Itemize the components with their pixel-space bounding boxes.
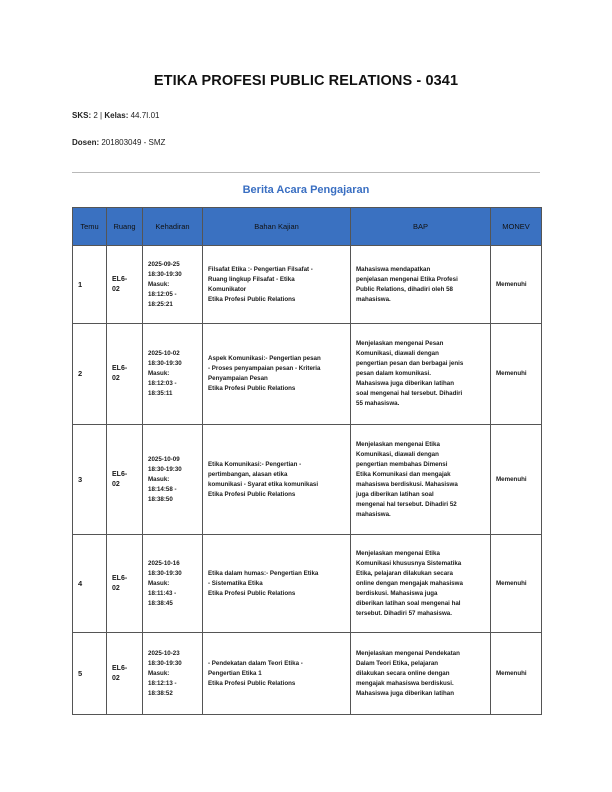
- cell-bahan-kajian: Etika Komunikasi:- Pengertian - pertimbangan, alasan etika komunikasi - Syarat etika komunikasi Etika Profesi Public Relations: [203, 425, 351, 535]
- cell-ruang: EL6- 02: [107, 633, 143, 715]
- kelas-value: 44.7I.01: [130, 111, 160, 120]
- table-row: [73, 246, 542, 324]
- divider: [72, 172, 540, 173]
- cell-kehadiran: 2025-09-25 18:30-19:30 Masuk: 18:12:05 - 18:25:21: [143, 246, 203, 324]
- cell-temu: 5: [73, 633, 107, 715]
- cell-monev: Memenuhi: [491, 425, 542, 535]
- cell-bap: Menjelaskan mengenai Etika Komunikasi khususnya Sistematika Etika, pelajaran dilakukan secara online dengan mengajak mahasiswa berdiskusi. Mahasiswa juga diberikan latihan soal mengenai hal tersebut. Dihadiri 57 mahasiswa.: [351, 535, 491, 633]
- cell-kehadiran: 2025-10-09 18:30-19:30 Masuk: 18:14:58 - 18:38:50: [143, 425, 203, 535]
- cell-kehadiran: 2025-10-23 18:30-19:30 Masuk: 18:12:13 - 18:38:52: [143, 633, 203, 715]
- course-info: SKS: 2 | Kelas: 44.7I.01: [72, 111, 160, 120]
- cell-monev: Memenuhi: [491, 535, 542, 633]
- table-row: [73, 324, 542, 425]
- cell-bap: Menjelaskan mengenai Pesan Komunikasi, diawali dengan pengertian pesan dan berbagai jenis pesan dalam komunikasi. Mahasiswa juga diberikan latihan soal mengenai hal tersebut. Dihadiri 55 mahasiswa.: [351, 324, 491, 425]
- header-bahan-kajian: Bahan Kajian: [203, 208, 351, 246]
- dosen-value: 201803049 - SMZ: [101, 138, 166, 147]
- cell-ruang: EL6- 02: [107, 535, 143, 633]
- cell-temu: 3: [73, 425, 107, 535]
- header-kehadiran: Kehadiran: [143, 208, 203, 246]
- table-row: [73, 633, 542, 715]
- cell-monev: Memenuhi: [491, 324, 542, 425]
- cell-kehadiran: 2025-10-16 18:30-19:30 Masuk: 18:11:43 - 18:38:45: [143, 535, 203, 633]
- header-temu: Temu: [73, 208, 107, 246]
- cell-bahan-kajian: Aspek Komunikasi:- Pengertian pesan - Proses penyampaian pesan - Kriteria Penyampaian Pesan Etika Profesi Public Relations: [203, 324, 351, 425]
- cell-kehadiran: 2025-10-02 18:30-19:30 Masuk: 18:12:03 - 18:35:11: [143, 324, 203, 425]
- cell-bap: Menjelaskan mengenai Etika Komunikasi, diawali dengan pengertian membahas Dimensi Etika Komunikasi dan mengajak mahasiswa berdiskusi. Mahasiswa juga diberikan latihan soal mengenai hal tersebut. Dihadiri 52 mahasiswa.: [351, 425, 491, 535]
- header-ruang: Ruang: [107, 208, 143, 246]
- dosen-label: Dosen:: [72, 138, 100, 147]
- cell-temu: 2: [73, 324, 107, 425]
- cell-ruang: EL6- 02: [107, 425, 143, 535]
- cell-bahan-kajian: Filsafat Etika :- Pengertian Filsafat - Ruang lingkup Filsafat - Etika Komunikator Etika Profesi Public Relations: [203, 246, 351, 324]
- cell-bahan-kajian: Etika dalam humas:- Pengertian Etika - Sistematika Etika Etika Profesi Public Relations: [203, 535, 351, 633]
- cell-temu: 4: [73, 535, 107, 633]
- cell-temu: 1: [73, 246, 107, 324]
- lecturer-info: [72, 138, 165, 147]
- cell-ruang: EL6- 02: [107, 246, 143, 324]
- sks-label: SKS:: [72, 111, 92, 120]
- section-subtitle: Berita Acara Pengajaran: [242, 184, 370, 196]
- document-title: ETIKA PROFESI PUBLIC RELATIONS - 0341: [153, 73, 459, 89]
- cell-monev: Memenuhi: [491, 246, 542, 324]
- table-header-row: [73, 208, 542, 246]
- cell-bahan-kajian: - Pendekatan dalam Teori Etika - Pengertian Etika 1 Etika Profesi Public Relations: [203, 633, 351, 715]
- header-bap: BAP: [351, 208, 491, 246]
- cell-bap: Mahasiswa mendapatkan penjelasan mengenai Etika Profesi Public Relations, dihadiri oleh 58 mahasiswa.: [351, 246, 491, 324]
- cell-monev: Memenuhi: [491, 633, 542, 715]
- bap-table: [72, 207, 542, 715]
- cell-ruang: EL6- 02: [107, 324, 143, 425]
- table-row: [73, 535, 542, 633]
- header-monev: MONEV: [491, 208, 542, 246]
- kelas-label: Kelas:: [104, 111, 129, 120]
- table-row: [73, 425, 542, 535]
- sks-value: 2: [93, 111, 98, 120]
- cell-bap: Menjelaskan mengenai Pendekatan Dalam Teori Etika, pelajaran dilakukan secara online dengan mengajak mahasiswa berdiskusi. Mahasiswa juga diberikan latihan: [351, 633, 491, 715]
